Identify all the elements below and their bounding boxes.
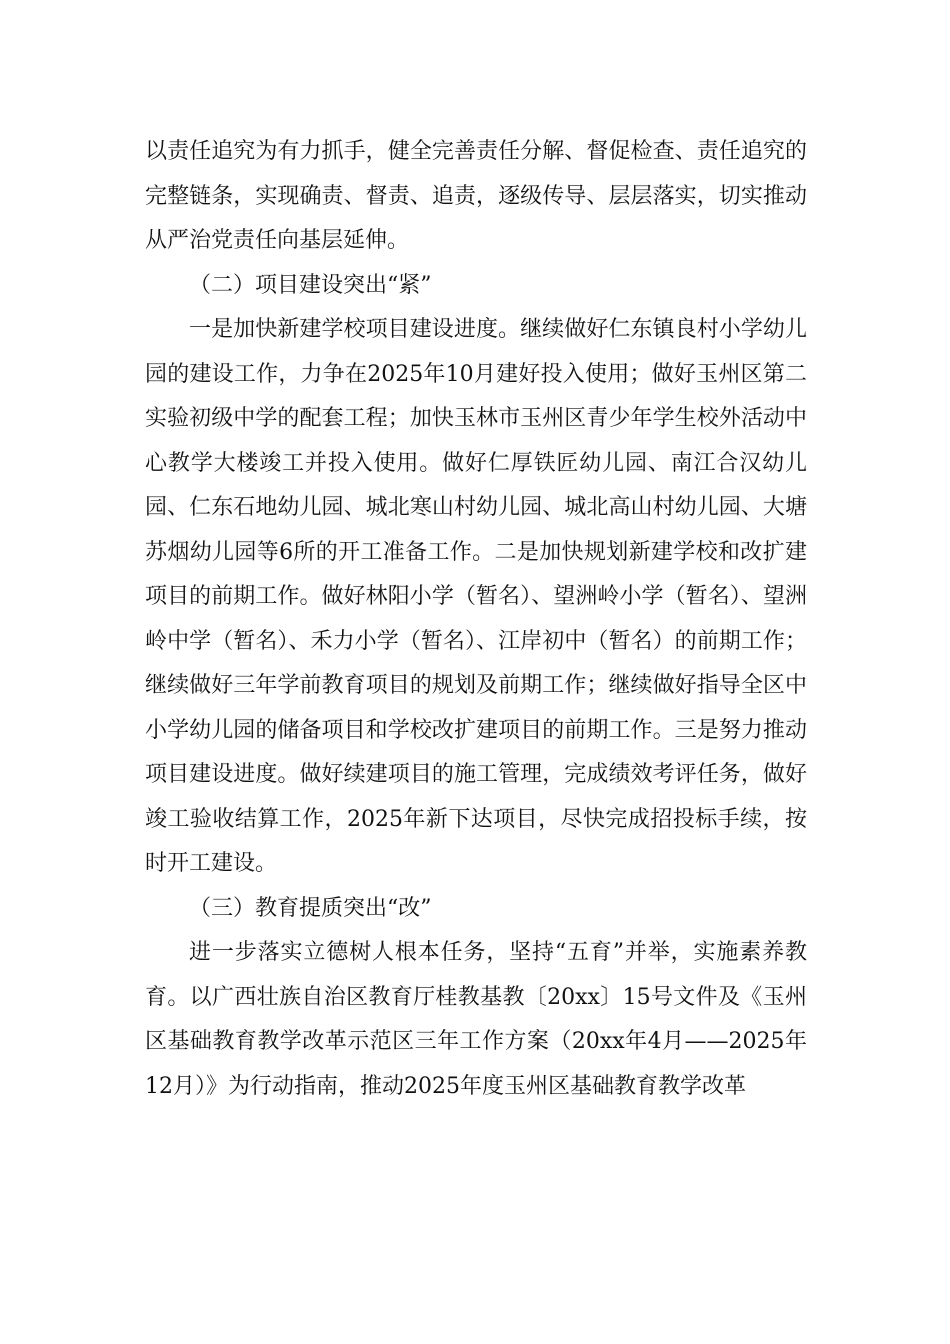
section-heading-project-construction: （二）项目建设突出“紧” [189,272,432,298]
section-heading-education-quality: （三）教育提质突出“改” [189,895,432,921]
paragraph-continuation: 以责任追究为有力抓手，健全完善责任分解、督促检查、责任追究的完整链条，实现确责、督责、追责，逐级传导、层层落实，切实推动从严治党责任向基层延伸。 [145,139,807,253]
document-body [145,130,807,1109]
paragraph-education-quality: 进一步落实立德树人根本任务，坚持“五育”并举，实施素养教育。以广西壮族自治区教育厅桂教基教〔20xx〕15号文件及《玉州区基础教育教学改革示范区三年工作方案（20xx年4月——2025年12月）》为行动指南，推动2025年度玉州区基础教育教学改革 [145,940,807,1099]
paragraph-project-construction: 一是加快新建学校项目建设进度。继续做好仁东镇良村小学幼儿园的建设工作，力争在2025年10月建好投入使用；做好玉州区第二实验初级中学的配套工程；加快玉林市玉州区青少年学生校外活动中心教学大楼竣工并投入使用。做好仁厚铁匠幼儿园、南江合汉幼儿园、仁东石地幼儿园、城北寒山村幼儿园、城北高山村幼儿园、大塘苏烟幼儿园等6所的开工准备工作。二是加快规划新建学校和改扩建项目的前期工作。做好林阳小学（暂名）、望洲岭小学（暂名）、望洲岭中学（暂名）、禾力小学（暂名）、江岸初中（暂名）的前期工作；继续做好三年学前教育项目的规划及前期工作；继续做好指导全区中小学幼儿园的储备项目和学校改扩建项目的前期工作。三是努力推动项目建设进度。做好续建项目的施工管理，完成绩效考评任务，做好竣工验收结算工作，2025年新下达项目，尽快完成招投标手续，按时开工建设。 [145,317,807,876]
